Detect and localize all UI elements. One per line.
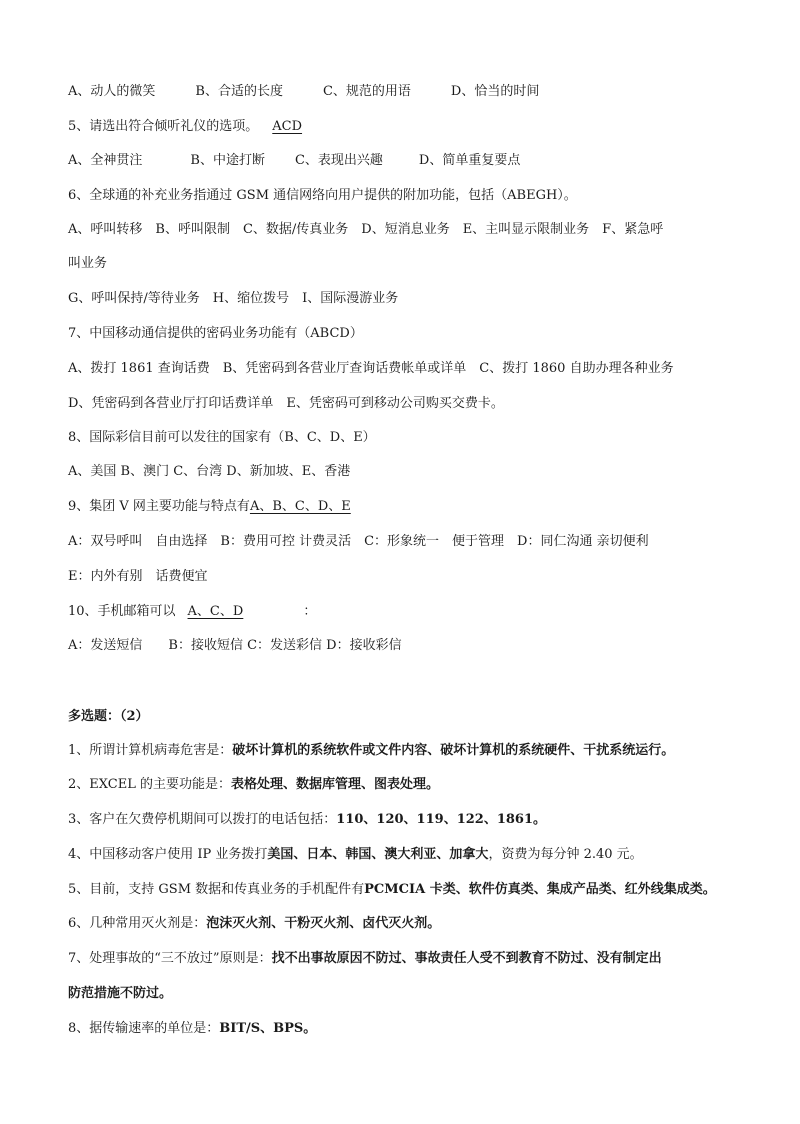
q10-answer: A、C、D	[187, 604, 244, 619]
s2-item-1-answer: 破坏计算机的系统软件或文件内容、破坏计算机的系统硬件、干扰系统运行。	[232, 743, 675, 758]
q4-option-c: C、规范的用语	[322, 84, 411, 99]
q9-options-line2: E：内外有别 话费便宜	[68, 569, 208, 584]
q9-answer: A、B、C、D、E	[249, 499, 351, 514]
s2-item-2-answer: 表格处理、数据库管理、图表处理。	[231, 777, 440, 792]
s2-item-7-prefix: 7、处理事故的“三不放过”原则是：	[68, 951, 272, 966]
s2-item-7-answer: 找不出事故原因不防过、事故责任人受不到教育不防过、没有制定出	[271, 951, 662, 966]
s2-item-4	[68, 845, 740, 865]
q4-option-a: A、动人的微笑	[68, 84, 156, 99]
q9-question: 9、集团 V 网主要功能与特点有	[68, 499, 250, 514]
s2-item-8	[68, 1019, 740, 1039]
s2-item-3-prefix: 3、客户在欠费停机期间可以拨打的电话包括：	[68, 812, 337, 827]
q7-question: 7、中国移动通信提供的密码业务功能有（ABCD）	[68, 326, 363, 341]
q8-question: 8、国际彩信目前可以发往的国家有（B、C、D、E）	[68, 430, 376, 445]
q10-question: 10、手机邮箱可以	[68, 604, 176, 619]
q5-stem	[68, 117, 740, 137]
s2-item-4-answer: 美国、日本、韩国、澳大利亚、加拿大	[267, 847, 489, 862]
q6-question: 6、全球通的补充业务指通过 GSM 通信网络向用户提供的附加功能，包括（ABEGH）。	[68, 188, 577, 203]
q5-options	[68, 151, 740, 171]
s2-item-2	[68, 775, 740, 795]
q5-option-d: D、简单重复要点	[418, 153, 521, 168]
s2-item-8-prefix: 8、据传输速率的单位是：	[68, 1021, 220, 1036]
q4-option-b: B、合适的长度	[195, 84, 283, 99]
section2-title: 多选题：（2）	[68, 709, 149, 724]
s2-item-7	[68, 949, 740, 969]
s2-item-7-cont: 防范措施不防过。	[68, 986, 173, 1001]
q6-options-line1: A、呼叫转移 B、呼叫限制 C、数据/传真业务 D、短消息业务 E、主叫显示限制业务 F、紧急呼	[68, 222, 664, 237]
q8-options: A、美国 B、澳门 C、台湾 D、新加坡、E、香港	[68, 464, 351, 479]
s2-item-8-answer: BIT/S、BPS。	[219, 1021, 317, 1036]
q7-options-line1: A、拨打 1861 查询话费 B、凭密码到各营业厅查询话费帐单或详单 C、拨打 1860 自助办理各种业务	[68, 361, 674, 376]
q5-option-c: C、表现出兴趣	[294, 153, 383, 168]
q5-option-a: A、全神贯注	[68, 153, 143, 168]
s2-item-5-prefix: 5、目前，支持 GSM 数据和传真业务的手机配件有	[68, 882, 365, 897]
q4-option-d: D、恰当的时间	[450, 84, 540, 99]
q9-stem	[68, 497, 740, 517]
s2-item-5-answer: PCMCIA 卡类、软件仿真类、集成产品类、红外线集成类。	[364, 882, 716, 897]
q10-end: ：	[303, 604, 317, 619]
q10-stem	[68, 602, 740, 622]
s2-item-6-answer: 泡沫灭火剂、干粉灭火剂、卤代灭火剂。	[206, 916, 441, 931]
s2-item-1	[68, 741, 740, 761]
s2-item-3	[68, 810, 740, 830]
q7-options-line2: D、凭密码到各营业厅打印话费详单 E、凭密码可到移动公司购买交费卡。	[68, 396, 504, 411]
q5-option-b: B、中途打断	[190, 153, 265, 168]
s2-item-6-prefix: 6、几种常用灭火剂是：	[68, 916, 207, 931]
s2-item-1-prefix: 1、所谓计算机病毒危害是：	[68, 743, 233, 758]
s2-item-3-answer: 110、120、119、122、1861。	[336, 812, 547, 827]
s2-item-2-prefix: 2、EXCEL 的主要功能是：	[68, 777, 231, 792]
q5-question: 5、请选出符合倾听礼仪的选项。	[68, 119, 259, 134]
q10-options: A：发送短信 B：接收短信 C：发送彩信 D：接收彩信	[68, 638, 402, 653]
q4-options	[68, 82, 740, 102]
q6-options-line1-cont: 叫业务	[68, 256, 108, 271]
s2-item-6	[68, 914, 740, 934]
q6-options-line2: G、呼叫保持/等待业务 H、缩位拨号 I、国际漫游业务	[68, 291, 399, 306]
s2-item-5	[68, 880, 740, 900]
s2-item-4-prefix: 4、中国移动客户使用 IP 业务拨打	[68, 847, 268, 862]
q9-options-line1: A：双号呼叫 自由选择 B：费用可控 计费灵活 C：形象统一 便于管理 D：同仁沟通 亲切便利	[68, 534, 649, 549]
s2-item-4-suffix: ，资费为每分钟 2.40 元。	[488, 847, 643, 862]
q5-answer: ACD	[272, 119, 303, 134]
